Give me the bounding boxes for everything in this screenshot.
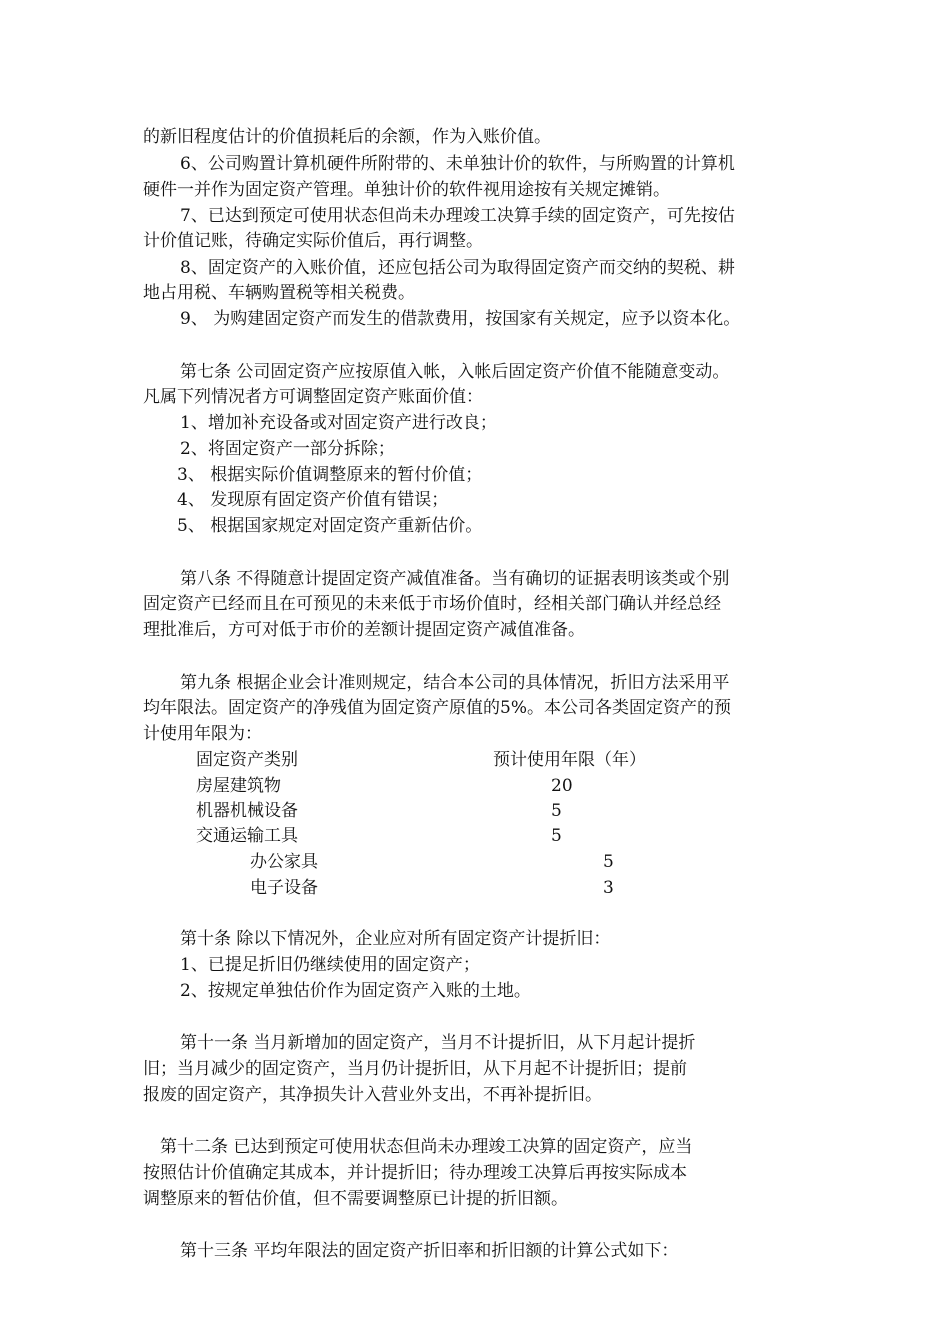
list-item: 2、按规定单独估价作为固定资产入账的土地。 xyxy=(180,981,531,1001)
table-cell-category: 办公家具 xyxy=(250,852,318,872)
table-cell-years: 5 xyxy=(603,852,614,872)
article-12-line: 第十二条 已达到预定可使用状态但尚未办理竣工决算的固定资产，应当 xyxy=(160,1137,693,1157)
paragraph-line: 计价值记账，待确定实际价值后，再行调整。 xyxy=(143,231,483,251)
article-12-line: 调整原来的暂估价值，但不需要调整原已计提的折旧额。 xyxy=(143,1189,568,1209)
table-cell-years: 5 xyxy=(551,826,562,846)
article-11-line: 第十一条 当月新增加的固定资产，当月不计提折旧，从下月起计提折 xyxy=(180,1033,696,1053)
paragraph-line: 硬件一并作为固定资产管理。单独计价的软件视用途按有关规定摊销。 xyxy=(143,180,670,200)
article-7-line: 凡属下列情况者方可调整固定资产账面价值： xyxy=(143,387,483,407)
table-cell-category: 房屋建筑物 xyxy=(196,776,281,796)
list-item: 1、增加补充设备或对固定资产进行改良； xyxy=(180,413,497,433)
article-13-line: 第十三条 平均年限法的固定资产折旧率和折旧额的计算公式如下： xyxy=(180,1241,679,1261)
paragraph-line: 的新旧程度估计的价值损耗后的余额，作为入账价值。 xyxy=(143,127,551,147)
paragraph-line: 8、固定资产的入账价值，还应包括公司为取得固定资产而交纳的契税、耕 xyxy=(180,258,735,278)
article-7-line: 第七条 公司固定资产应按原值入帐，入帐后固定资产价值不能随意变动。 xyxy=(180,362,730,382)
table-header-years: 预计使用年限（年） xyxy=(493,750,646,770)
paragraph-line: 9、 为购建固定资产而发生的借款费用，按国家有关规定，应予以资本化。 xyxy=(180,309,741,329)
table-cell-years: 20 xyxy=(551,776,573,796)
table-cell-category: 交通运输工具 xyxy=(196,826,298,846)
paragraph-line: 7、已达到预定可使用状态但尚未办理竣工决算手续的固定资产，可先按估 xyxy=(180,206,735,226)
list-item: 2、将固定资产一部分拆除； xyxy=(180,439,395,459)
table-cell-years: 5 xyxy=(551,801,562,821)
list-item: 5、 根据国家规定对固定资产重新估价。 xyxy=(177,516,483,536)
list-item: 4、 发现原有固定资产价值有错误； xyxy=(177,490,449,510)
article-9-line: 计使用年限为： xyxy=(143,724,262,744)
table-cell-category: 机器机械设备 xyxy=(196,801,298,821)
article-11-line: 报废的固定资产，其净损失计入营业外支出，不再补提折旧。 xyxy=(143,1085,602,1105)
paragraph-line: 地占用税、车辆购置税等相关税费。 xyxy=(143,283,415,303)
article-9-line: 均年限法。固定资产的净残值为固定资产原值的5%。本公司各类固定资产的预 xyxy=(143,698,731,718)
article-12-line: 按照估计价值确定其成本，并计提折旧；待办理竣工决算后再按实际成本 xyxy=(143,1163,687,1183)
paragraph-line: 6、公司购置计算机硬件所附带的、未单独计价的软件，与所购置的计算机 xyxy=(180,154,735,174)
article-9-line: 第九条 根据企业会计准则规定，结合本公司的具体情况，折旧方法采用平 xyxy=(180,673,730,693)
list-item: 3、 根据实际价值调整原来的暂付价值； xyxy=(177,465,483,485)
article-8-line: 第八条 不得随意计提固定资产减值准备。当有确切的证据表明该类或个别 xyxy=(180,569,730,589)
article-11-line: 旧；当月减少的固定资产，当月仍计提折旧，从下月起不计提折旧；提前 xyxy=(143,1059,687,1079)
table-header-category: 固定资产类别 xyxy=(196,750,298,770)
table-cell-years: 3 xyxy=(603,878,614,898)
article-8-line: 理批准后，方可对低于市价的差额计提固定资产减值准备。 xyxy=(143,620,585,640)
article-8-line: 固定资产已经而且在可预见的未来低于市场价值时，经相关部门确认并经总经 xyxy=(143,594,721,614)
table-cell-category: 电子设备 xyxy=(250,878,318,898)
article-10-line: 第十条 除以下情况外，企业应对所有固定资产计提折旧： xyxy=(180,929,611,949)
list-item: 1、已提足折旧仍继续使用的固定资产； xyxy=(180,955,480,975)
